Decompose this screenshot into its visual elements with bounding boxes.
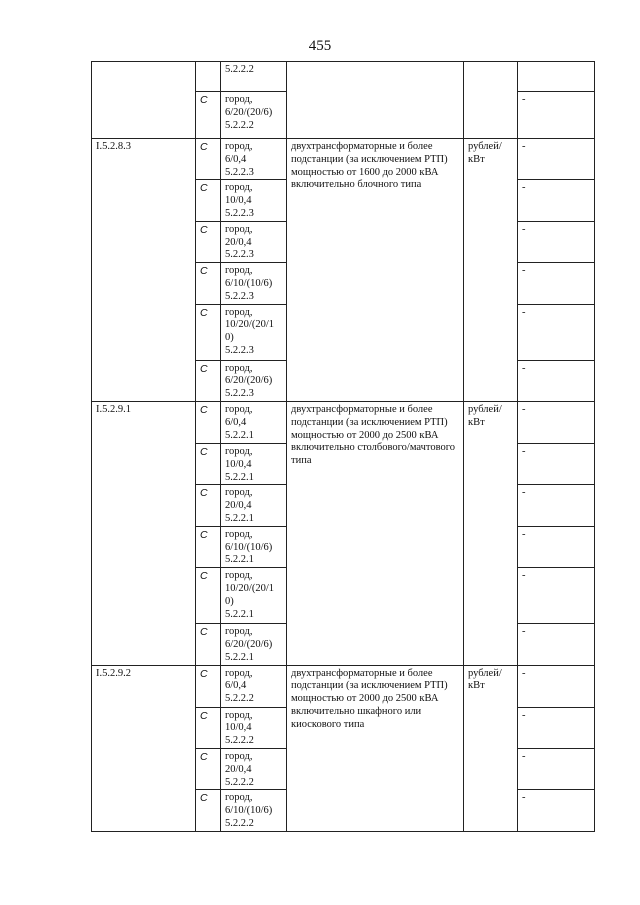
voltage-cell [221, 526, 287, 567]
voltage-line: 0) [225, 332, 234, 344]
voltage-cell [221, 304, 287, 360]
voltage-line: 5.2.2.2 [225, 735, 254, 747]
voltage-line: 10/20/(20/1 [225, 582, 274, 594]
voltage-cell [221, 443, 287, 484]
voltage-line: 6/20/(20/6) [225, 375, 273, 387]
unit-cell: рублей/ кВт [464, 665, 518, 831]
voltage-line: 5.2.2.2 [225, 693, 254, 705]
voltage-cell [221, 263, 287, 304]
voltage-level: С [196, 526, 221, 567]
voltage-line: 10/0,4 [225, 458, 252, 470]
voltage-cell [221, 707, 287, 748]
voltage-line: 6/10/(10/6) [225, 541, 273, 553]
voltage-level: С [196, 263, 221, 304]
item-code: I.5.2.9.2 [92, 665, 196, 831]
table-row [92, 665, 595, 707]
value-cell: - [518, 665, 595, 707]
value-cell: - [518, 221, 595, 262]
voltage-line: 5.2.2.3 [225, 388, 254, 400]
unit-cell [464, 62, 518, 139]
voltage-line: 5.2.2.3 [225, 207, 254, 219]
voltage-line: город, [225, 487, 253, 499]
voltage-level: С [196, 790, 221, 831]
voltage-line: город, [225, 709, 253, 721]
item-code: I.5.2.8.3 [92, 139, 196, 402]
value-cell: - [518, 304, 595, 360]
voltage-line: 5.2.2.3 [225, 290, 254, 302]
voltage-line: 20/0,4 [225, 500, 252, 512]
voltage-line: 5.2.2.1 [225, 471, 254, 483]
item-code [92, 62, 196, 139]
voltage-line: 5.2.2.1 [225, 429, 254, 441]
voltage-cell [221, 401, 287, 443]
voltage-cell [221, 624, 287, 665]
voltage-level: С [196, 92, 221, 139]
value-cell: - [518, 360, 595, 401]
value-cell: - [518, 748, 595, 789]
voltage-line: 6/0,4 [225, 416, 247, 428]
tariff-table [91, 61, 595, 832]
voltage-cell [221, 665, 287, 707]
voltage-cell [221, 139, 287, 180]
voltage-line: город, [225, 182, 253, 194]
value-cell: - [518, 485, 595, 526]
value-cell: - [518, 180, 595, 221]
voltage-level [196, 62, 221, 92]
voltage-level: С [196, 568, 221, 624]
voltage-line: город, [225, 362, 253, 374]
voltage-cell [221, 180, 287, 221]
unit-cell: рублей/ кВт [464, 139, 518, 402]
voltage-line: город, [225, 265, 253, 277]
voltage-line: 5.2.2.1 [225, 512, 254, 524]
value-cell: - [518, 263, 595, 304]
voltage-line: 6/0,4 [225, 153, 247, 165]
voltage-level: С [196, 707, 221, 748]
voltage-line: город, [225, 141, 253, 152]
voltage-cell [221, 221, 287, 262]
voltage-line: город, [225, 626, 253, 638]
voltage-line: 5.2.2.2 [225, 64, 254, 75]
value-cell: - [518, 401, 595, 443]
voltage-level: С [196, 485, 221, 526]
voltage-line: город, [225, 94, 253, 105]
voltage-line: 6/20/(20/6) [225, 638, 273, 650]
page-number: 455 [308, 38, 332, 54]
voltage-level: С [196, 443, 221, 484]
voltage-line: 20/0,4 [225, 763, 252, 775]
voltage-line: 20/0,4 [225, 236, 252, 248]
voltage-line: 6/10/(10/6) [225, 277, 273, 289]
item-code: I.5.2.9.1 [92, 401, 196, 665]
voltage-line: город, [225, 750, 253, 762]
voltage-line: 10/20/(20/1 [225, 319, 274, 331]
voltage-cell [221, 360, 287, 401]
unit-cell: рублей/ кВт [464, 401, 518, 665]
voltage-line: 10/0,4 [225, 722, 252, 734]
description-cell: двухтрансформаторные и более подстанции (за исключением РТП) мощностью от 1600 до 2000 кВА включительно блочного типа [287, 139, 464, 402]
voltage-level: С [196, 401, 221, 443]
voltage-line: 0) [225, 595, 234, 607]
description-cell: двухтрансформаторные и более подстанции (за исключением РТП) мощностью от 2000 до 2500 кВА включительно шкафного или киоскового типа [287, 665, 464, 831]
voltage-level: С [196, 748, 221, 789]
description-cell: двухтрансформаторные и более подстанции (за исключением РТП) мощностью от 2000 до 2500 кВА включительно столбового/мачтового типа [287, 401, 464, 665]
voltage-line: 5.2.2.2 [225, 817, 254, 829]
value-cell: - [518, 707, 595, 748]
voltage-line: 5.2.2.1 [225, 554, 254, 566]
voltage-line: 10/0,4 [225, 195, 252, 207]
voltage-line: 5.2.2.1 [225, 608, 254, 620]
value-cell: - [518, 139, 595, 180]
voltage-line: город, [225, 403, 253, 415]
value-cell [518, 62, 595, 92]
voltage-cell [221, 62, 287, 92]
voltage-line: 6/0,4 [225, 680, 247, 692]
voltage-line: 5.2.2.3 [225, 249, 254, 261]
value-cell: - [518, 443, 595, 484]
voltage-line: город, [225, 445, 253, 457]
voltage-line: город, [225, 667, 253, 679]
voltage-level: С [196, 360, 221, 401]
value-cell: - [518, 568, 595, 624]
voltage-level: С [196, 665, 221, 707]
voltage-cell [221, 485, 287, 526]
voltage-line: 5.2.2.3 [225, 344, 254, 356]
voltage-line: 6/20/(20/6) [225, 106, 273, 118]
table-row [92, 139, 595, 180]
voltage-line: 5.2.2.2 [225, 119, 254, 131]
value-cell: - [518, 92, 595, 139]
voltage-cell [221, 790, 287, 831]
voltage-cell [221, 568, 287, 624]
value-cell: - [518, 790, 595, 831]
voltage-level: С [196, 221, 221, 262]
description-cell [287, 62, 464, 139]
voltage-line: 5.2.2.3 [225, 166, 254, 178]
voltage-line: город, [225, 792, 253, 804]
voltage-level: С [196, 180, 221, 221]
table-row [92, 62, 595, 92]
voltage-line: 5.2.2.2 [225, 776, 254, 788]
voltage-line: 5.2.2.1 [225, 651, 254, 663]
voltage-level: С [196, 304, 221, 360]
voltage-line: 6/10/(10/6) [225, 805, 273, 817]
value-cell: - [518, 526, 595, 567]
voltage-line: город, [225, 528, 253, 540]
value-cell: - [518, 624, 595, 665]
voltage-cell [221, 748, 287, 789]
voltage-line: город, [225, 223, 253, 235]
voltage-level: С [196, 139, 221, 180]
voltage-level: С [196, 624, 221, 665]
voltage-cell [221, 92, 287, 139]
voltage-line: город, [225, 306, 253, 318]
table-row [92, 401, 595, 443]
voltage-line: город, [225, 570, 253, 582]
